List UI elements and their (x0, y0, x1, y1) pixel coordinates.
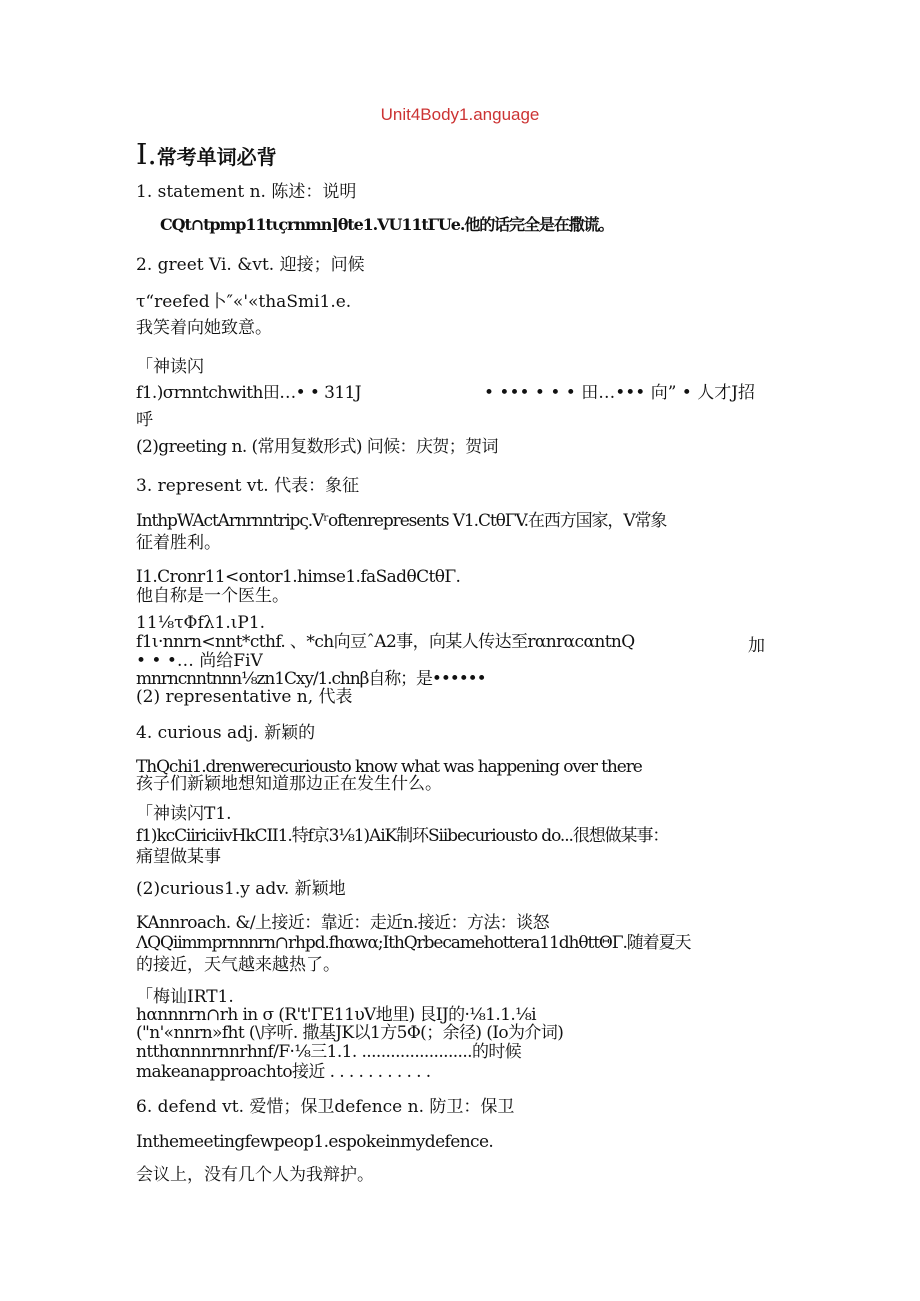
section-heading (136, 137, 277, 171)
entry-3-example-cont: 征着胜利。 (136, 533, 221, 553)
page-title: Unit4Body1.anguage (380, 105, 540, 124)
entry-2-derivative: (2)greeting n. (常用复数形式) 问候：庆贺；贺词 (136, 437, 498, 457)
entry-6-translation: 会议上，没有几个人为我辩护。 (136, 1165, 374, 1185)
section-label: 常考单词必背 (156, 145, 277, 169)
entry-1-example: CQt∩tpmp11tιçrnmn]θte1.VU11tΓUe.他的话完全是在撒谎。 (160, 215, 614, 234)
entry-3-headword: 3. represent vt. 代表：象征 (136, 476, 360, 496)
note-line: makeanapproachto接近 . . . . . . . . . . . (136, 1062, 431, 1082)
entry-3-translation: 他自称是一个医生。 (136, 586, 289, 606)
section-number: I. (136, 137, 157, 171)
note-heading: 「神读闪T1. (136, 804, 232, 824)
note-line: • • •… 尚给FiV (136, 651, 263, 671)
note-heading: 「神读闪 (136, 357, 204, 377)
note-line: f1ι·nnrn<nnt*cthf. 、*ch向豆ˆA2事，向某人传达至rαnrαcαntnQ (136, 632, 635, 652)
entry-4-example: ThQchi1.drenwerecuriousto know what was happening over there (136, 757, 642, 777)
entry-1-headword: 1. statement n. 陈述：说明 (136, 182, 357, 202)
entry-3-derivative: (2) representative n, 代表 (136, 687, 353, 707)
note-line-right: 加 (748, 636, 765, 656)
note-line: 呼 (136, 410, 153, 430)
entry-2-translation: 我笑着向她致意。 (136, 318, 272, 338)
note-line: 痛望做某事 (136, 847, 221, 867)
entry-2-example: τ“reefed卜″«'«thaSmi1.e. (136, 292, 352, 312)
note-line: mnrncnntnnn⅛zn1Cxy/1.chnβ自称；是•••••• (136, 669, 486, 689)
entry-3-example-2: I1.Cronr11<ontor1.himse1.faSadθCtθΓ. (136, 567, 461, 587)
entry-5-example: ΛQQiimmprnnnrn∩rhpd.fhαwα;IthQrbecamehottera11dhθttΘΓ.随着夏天 (136, 933, 691, 953)
note-heading: 「梅讪IRT1. (136, 987, 234, 1007)
note-line: hαnnnrn∩rh in σ (R't'ΓE11υV地里) 艮IJ的·⅛1.1.⅛i (136, 1005, 536, 1025)
note-line: f1.)σrnntchwith田…• • 311J (136, 383, 361, 403)
note-line: ("n'«nnrn»fht (\序听. 撒基JK以1方5Φ(；余径) (Io为介词) (136, 1023, 564, 1043)
note-line: f1)kcCiiriciivHkCII1.特f京3⅛1)AiK制环Siibecuriousto do...很想做某事： (136, 826, 669, 846)
note-heading: 11⅛τΦfλ1.ιP1. (136, 613, 266, 633)
entry-6-headword: 6. defend vt. 爱惜；保卫defence n. 防卫：保卫 (136, 1097, 515, 1117)
entry-4-translation: 孩子们新颖地想知道那边正在发生什么。 (136, 774, 442, 794)
entry-4-derivative: (2)curious1.y adv. 新颖地 (136, 879, 346, 899)
note-line-cont: • ••• • • • 田…••• 向” • 人才J招 (484, 383, 756, 403)
entry-2-headword: 2. greet Vi. &vt. 迎接；问候 (136, 255, 365, 275)
entry-5-headword: KAnnroach. &/上接近：靠近：走近n.接近：方法：谈怒 (136, 913, 549, 933)
entry-3-example: InthpWActArnrnntripς.Vʳoftenrepresents V1.CtθΓV.在西方国家，V常象 (136, 511, 667, 531)
entry-4-headword: 4. curious adj. 新颖的 (136, 723, 316, 743)
entry-6-example: Inthemeetingfewpeop1.espokeinmydefence. (136, 1132, 494, 1152)
entry-5-example-cont: 的接近，天气越来越热了。 (136, 955, 340, 975)
note-line: ntthαnnnrnnrhnf/F·⅛三1.1. .......................的时候 (136, 1042, 522, 1062)
